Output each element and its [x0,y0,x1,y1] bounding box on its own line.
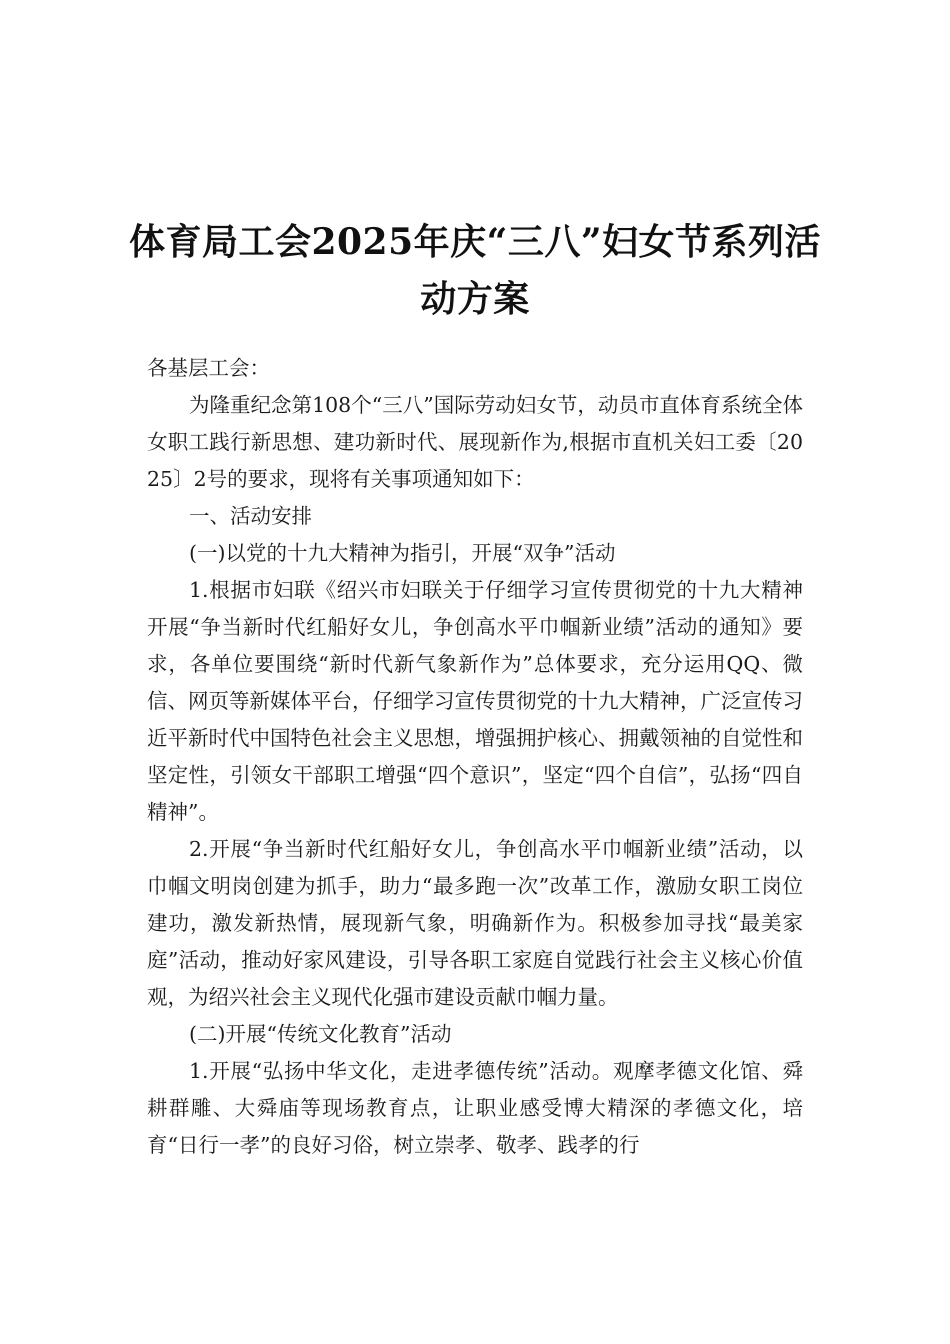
document-title: 体育局工会2025年庆“三八”妇女节系列活动方案 [128,221,822,320]
section-heading: 一、活动安排 [189,504,312,528]
document-body [147,350,803,1164]
subsection-heading: (二)开展“传统文化教育”活动 [189,1022,452,1046]
list-item-paragraph: 1.开展“弘扬中华文化，走进孝德传统”活动。观摩孝德文化馆、舜耕群雕、大舜庙等现场教育点，让职业感受博大精深的孝德文化，培育“日行一孝”的良好习俗，树立崇孝、敬孝、践孝的行 [147,1059,803,1157]
salutation: 各基层工会： [147,356,270,380]
list-item-paragraph: 2.开展“争当新时代红船好女儿，争创高水平巾帼新业绩”活动，以巾帼文明岗创建为抓手，助力“最多跑一次”改革工作，激励女职工岗位建功，激发新热情，展现新气象，明确新作为。积极参加寻找“最美家庭”活动，推动好家风建设，引导各职工家庭自觉践行社会主义核心价值观，为绍兴社会主义现代化强市建设贡献巾帼力量。 [147,837,803,1009]
list-item-paragraph: 1.根据市妇联《绍兴市妇联关于仔细学习宣传贯彻党的十九大精神开展“争当新时代红船好女儿，争创高水平巾帼新业绩”活动的通知》要求，各单位要围绕“新时代新气象新作为”总体要求，充分运用QQ、微信、网页等新媒体平台，仔细学习宣传贯彻党的十九大精神，广泛宣传习近平新时代中国特色社会主义思想，增强拥护核心、拥戴领袖的自觉性和坚定性，引领女干部职工增强“四个意识”，坚定“四个自信”，弘扬“四自精神”。 [147,578,803,824]
subsection-heading: (一)以党的十九大精神为指引，开展“双争”活动 [189,541,616,565]
intro-paragraph: 为隆重纪念第108个“三八”国际劳动妇女节，动员市直体育系统全体女职工践行新思想、建功新时代、展现新作为,根据市直机关妇工委〔2025〕2号的要求，现将有关事项通知如下： [147,393,803,491]
